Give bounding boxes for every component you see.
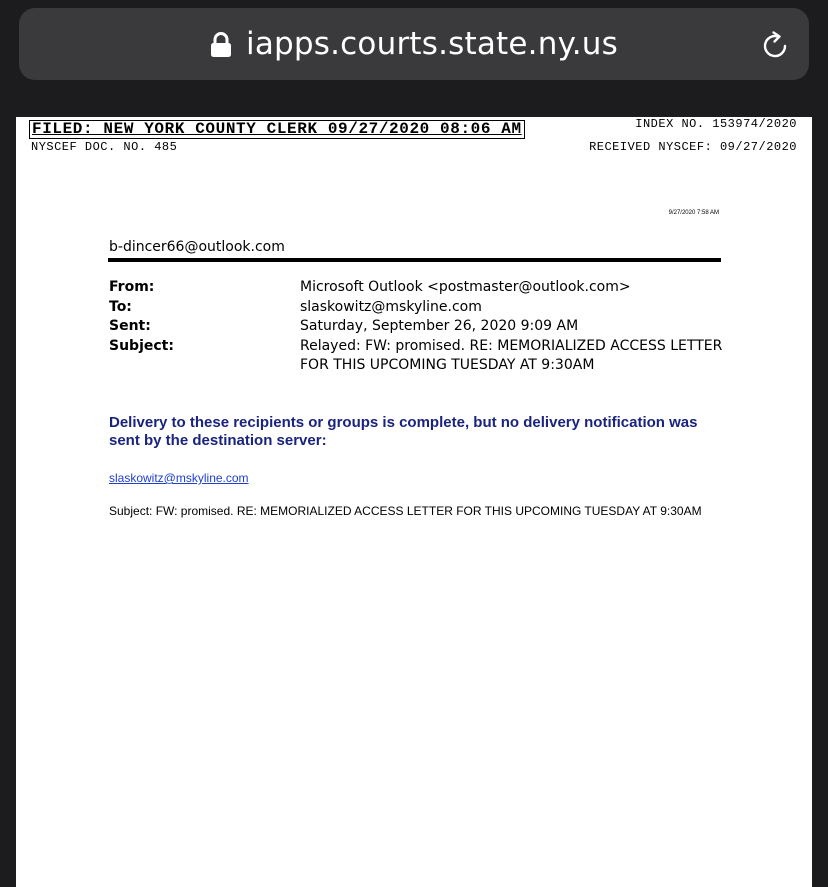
url-display[interactable] bbox=[19, 8, 809, 80]
lock-icon bbox=[210, 32, 232, 58]
header-row-sent bbox=[109, 317, 729, 337]
header-label: Sent: bbox=[109, 318, 151, 334]
subject-line: Subject: FW: promised. RE: MEMORIALIZED ACCESS LETTER FOR THIS UPCOMING TUESDAY AT 9:30AM bbox=[109, 504, 702, 518]
recipient-link[interactable]: slaskowitz@mskyline.com bbox=[109, 471, 249, 485]
address-bar[interactable] bbox=[19, 8, 809, 80]
email-headers bbox=[109, 278, 729, 376]
header-row-from bbox=[109, 278, 729, 298]
received-date: RECEIVED NYSCEF: 09/27/2020 bbox=[589, 140, 797, 154]
header-label: To: bbox=[109, 298, 132, 315]
header-label: From: bbox=[109, 279, 155, 295]
header-value: Saturday, September 26, 2020 9:09 AM bbox=[300, 318, 579, 334]
header-value: Microsoft Outlook <postmaster@outlook.com> bbox=[300, 279, 631, 295]
header-row-to bbox=[109, 298, 729, 318]
browser-chrome bbox=[0, 0, 828, 100]
account-email: b-dincer66@outlook.com bbox=[109, 239, 285, 255]
document-page bbox=[16, 117, 812, 887]
index-number: INDEX NO. 153974/2020 bbox=[635, 117, 797, 131]
delivery-message: Delivery to these recipients or groups is complete, but no delivery notification was sent by the destination server: bbox=[109, 414, 698, 449]
filed-stamp: FILED: NEW YORK COUNTY CLERK 09/27/2020 08:06 AM bbox=[29, 120, 525, 139]
header-label: Subject: bbox=[109, 337, 174, 354]
header-divider bbox=[108, 258, 721, 262]
url-text: iapps.courts.state.ny.us bbox=[246, 26, 618, 62]
reload-icon[interactable] bbox=[759, 30, 791, 62]
print-timestamp: 9/27/2020 7:58 AM bbox=[668, 210, 719, 216]
header-value: Relayed: FW: promised. RE: MEMORIALIZED ACCESS LETTER FOR THIS UPCOMING TUESDAY AT 9:30AM bbox=[300, 337, 723, 373]
header-value: slaskowitz@mskyline.com bbox=[300, 298, 482, 315]
header-row-subject bbox=[109, 337, 729, 376]
nyscef-doc-number: NYSCEF DOC. NO. 485 bbox=[31, 140, 178, 154]
